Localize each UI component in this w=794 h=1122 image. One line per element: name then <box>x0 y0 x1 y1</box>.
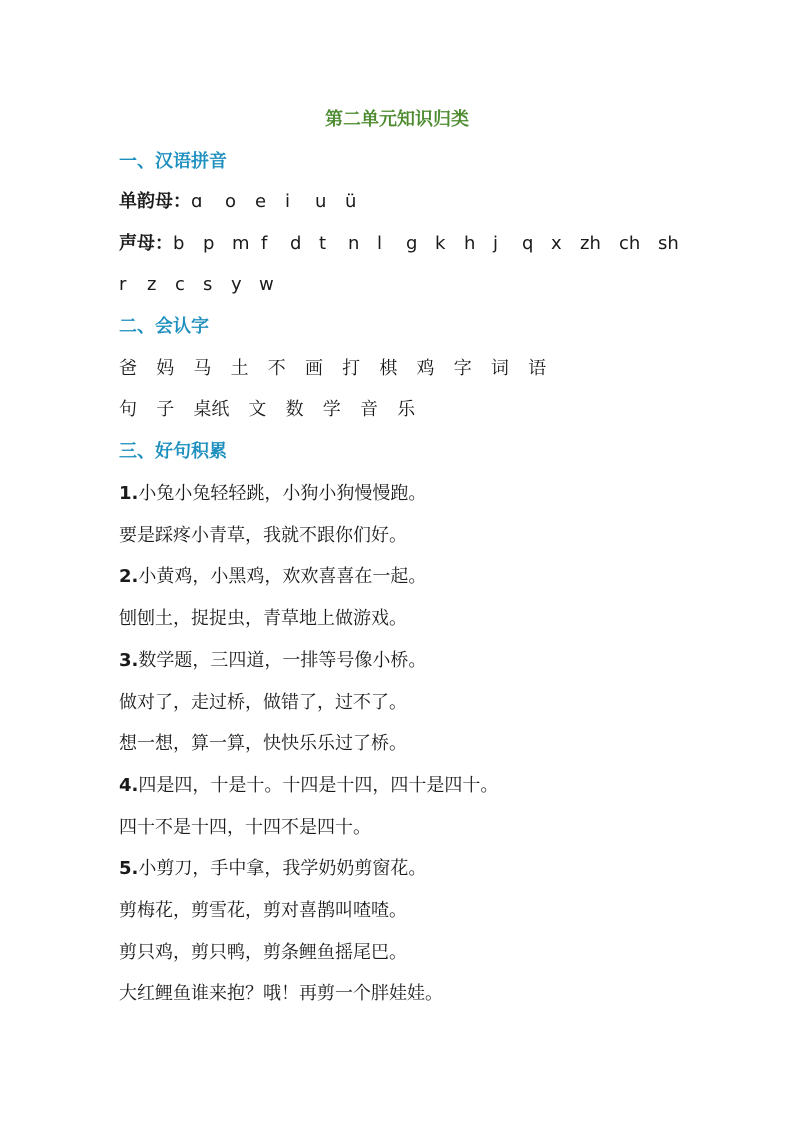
character: 学 <box>322 399 341 420</box>
pinyin-letter: c <box>175 274 185 295</box>
pinyin-letter: i <box>285 191 291 212</box>
pinyin-letter: ü <box>345 191 357 212</box>
pinyin-letter: n <box>348 233 360 254</box>
shengmu-list-1 <box>173 231 697 257</box>
character: 桌纸 <box>193 399 230 420</box>
pinyin-letter: j <box>493 233 499 254</box>
character: 不 <box>267 358 286 379</box>
character: 子 <box>156 399 175 420</box>
sentence-text: 小剪刀，手中拿，我学奶奶剪窗花。 <box>138 858 427 880</box>
sentence-text: 大红鲤鱼谁来抱？哦！再剪一个胖娃娃。 <box>119 983 443 1005</box>
pinyin-letter: d <box>290 233 302 254</box>
sentence-line <box>119 898 407 924</box>
characters-row-2 <box>119 397 434 423</box>
page-title: 第二单元知识归类 <box>325 109 469 130</box>
pinyin-letter: z <box>147 274 157 295</box>
sentence-line <box>119 648 426 674</box>
character: 音 <box>359 399 378 420</box>
shengmu-line-1 <box>119 231 697 257</box>
pinyin-letter: f <box>261 233 268 254</box>
pinyin-letter: w <box>259 274 274 295</box>
sentence-text: 剪只鸡，剪只鸭，剪条鲤鱼摇尾巴。 <box>119 941 407 963</box>
character: 句 <box>119 399 137 420</box>
character: 画 <box>304 358 323 379</box>
pinyin-letter: m <box>232 233 250 254</box>
character: 词 <box>490 358 509 379</box>
sentence-text: 四十不是十四，十四不是四十。 <box>119 816 371 838</box>
pinyin-letter: o <box>225 191 237 212</box>
sentence-line <box>119 856 426 882</box>
character: 土 <box>230 358 249 379</box>
pinyin-letter: u <box>315 191 327 212</box>
character: 妈 <box>156 358 175 379</box>
sentence-text: 要是踩疼小青草，我就不跟你们好。 <box>119 524 407 546</box>
character: 文 <box>248 399 267 420</box>
sentence-line <box>119 481 426 507</box>
sentence-line <box>119 815 371 841</box>
character: 爸 <box>119 358 137 379</box>
pinyin-letter: e <box>255 191 267 212</box>
pinyin-letter: t <box>319 233 327 254</box>
shengmu-list-2 <box>119 272 287 298</box>
sentence-text: 想一想，算一算，快快乐乐过了桥。 <box>119 733 407 755</box>
sentence-text: 四是四，十是十。十四是十四，四十是四十。 <box>138 774 499 796</box>
sentence-text: 数学题，三四道，一排等号像小桥。 <box>138 649 427 671</box>
sentence-number: 2. <box>119 566 139 588</box>
section-heading-pinyin: 一、汉语拼音 <box>119 151 227 172</box>
pinyin-letter: k <box>435 233 446 254</box>
pinyin-letter: g <box>406 233 418 254</box>
pinyin-letter: l <box>377 233 383 254</box>
sentence-line <box>119 731 407 757</box>
dan-yunmu-list <box>191 189 375 215</box>
section-heading-characters: 二、会认字 <box>119 316 209 337</box>
shengmu-line-2 <box>119 272 287 298</box>
shengmu-label: 声母： <box>119 233 173 254</box>
character: 乐 <box>397 399 416 420</box>
sentence-line <box>119 940 407 966</box>
pinyin-letter: zh <box>580 233 601 254</box>
dan-yunmu-label: 单韵母： <box>119 191 191 212</box>
sentence-line <box>119 523 407 549</box>
sentence-text: 小兔小兔轻轻跳，小狗小狗慢慢跑。 <box>138 483 427 504</box>
sentence-line <box>119 564 426 590</box>
sentence-line <box>119 606 407 632</box>
sentence-text: 刨刨土，捉捉虫，青草地上做游戏。 <box>119 608 407 630</box>
character: 鸡 <box>416 358 435 379</box>
pinyin-letter: b <box>173 233 185 254</box>
sentence-line <box>119 981 443 1007</box>
character: 字 <box>453 358 472 379</box>
character: 语 <box>528 358 547 379</box>
character: 马 <box>193 358 212 379</box>
sentence-line <box>119 773 498 799</box>
pinyin-letter: ch <box>619 233 641 254</box>
character: 棋 <box>379 358 398 379</box>
pinyin-letter: sh <box>658 233 679 254</box>
pinyin-letter: ɑ <box>191 191 203 212</box>
pinyin-letter: q <box>522 233 534 254</box>
sentence-number: 3. <box>119 649 139 671</box>
pinyin-letter: h <box>464 233 476 254</box>
pinyin-letter: p <box>203 233 215 254</box>
characters-row-1 <box>119 356 565 382</box>
sentence-number: 4. <box>119 774 139 796</box>
sentence-number: 1. <box>119 483 139 504</box>
sentence-text: 小黄鸡，小黑鸡，欢欢喜喜在一起。 <box>138 566 427 588</box>
pinyin-letter: r <box>119 274 127 295</box>
sentence-text: 做对了，走过桥，做错了，过不了。 <box>119 691 407 713</box>
pinyin-letter: s <box>203 274 213 295</box>
sentence-line <box>119 690 407 716</box>
character: 打 <box>342 358 361 379</box>
sentence-number: 5. <box>119 858 139 880</box>
pinyin-letter: x <box>551 233 562 254</box>
sentence-text: 剪梅花，剪雪花，剪对喜鹊叫喳喳。 <box>119 900 407 921</box>
section-heading-sentences: 三、好句积累 <box>119 441 227 462</box>
character: 数 <box>285 399 304 420</box>
pinyin-letter: y <box>231 274 242 295</box>
dan-yunmu-line <box>119 189 375 215</box>
